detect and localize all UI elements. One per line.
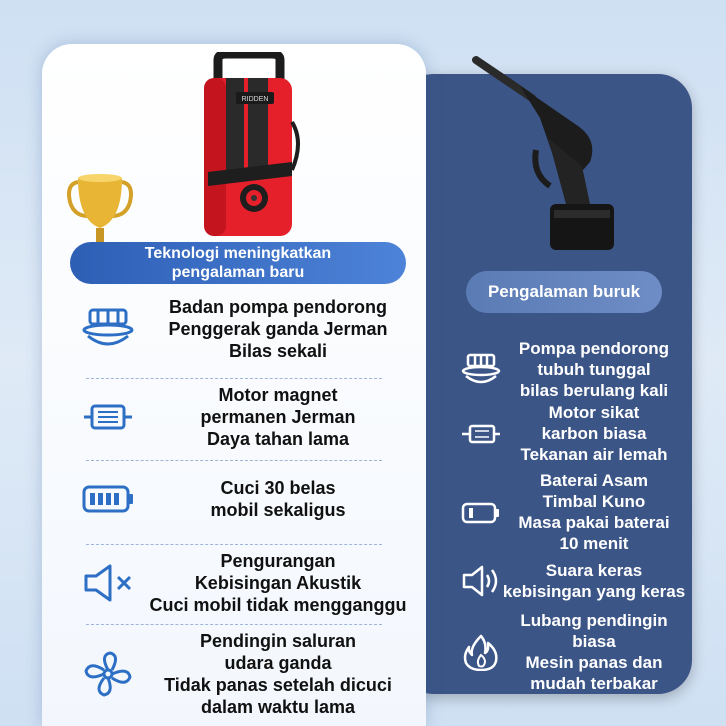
feature-line: Bilas sekali — [228, 341, 328, 361]
feature-line: permanen Jerman — [200, 407, 356, 427]
bad-item-motor — [460, 402, 686, 465]
speaker-loud-icon — [460, 562, 502, 600]
bad-item-noise — [460, 560, 686, 602]
feature-battery — [80, 474, 420, 524]
spray-gun-image — [470, 54, 620, 258]
feature-line: mobil sekaligus — [210, 500, 346, 520]
bad-line: Mesin panas dan — [525, 653, 663, 672]
bad-line: Tekanan air lemah — [520, 445, 668, 464]
pressure-washer-image — [196, 52, 300, 238]
feature-line: Cuci mobil tidak mengganggu — [149, 595, 407, 615]
feature-line: Pengurangan — [220, 551, 336, 571]
speaker-mute-icon — [80, 558, 136, 608]
bad-line: mudah terbakar — [530, 674, 658, 693]
bad-line: Pompa pendorong — [518, 339, 670, 358]
bad-line: kebisingan yang keras — [502, 582, 686, 601]
feature-line: Pendingin saluran — [199, 631, 357, 651]
divider — [86, 460, 382, 461]
feature-line: Motor magnet — [218, 385, 338, 405]
bad-line: Timbal Kuno — [542, 492, 646, 511]
feature-line: Kebisingan Akustik — [194, 573, 362, 593]
feature-line: udara ganda — [224, 653, 332, 673]
bad-line: Masa pakai baterai — [518, 513, 670, 532]
bad-line: Suara keras — [545, 561, 643, 580]
banner-line-1: Teknologi meningkatkan — [144, 245, 332, 262]
bad-line: Baterai Asam — [539, 471, 649, 490]
feature-motor — [80, 384, 420, 450]
technology-banner — [70, 242, 406, 284]
bad-line: tubuh tunggal — [537, 360, 651, 379]
banner-line-2: pengalaman baru — [171, 264, 305, 281]
feature-line: Tidak panas setelah dicuci — [164, 675, 392, 695]
bad-line: Motor sikat — [548, 403, 640, 422]
pump-core-icon — [460, 351, 502, 389]
pump-brand-label: RIDDEN — [241, 96, 269, 103]
feature-line: Penggerak ganda Jerman — [168, 319, 388, 339]
bad-line: karbon biasa — [541, 424, 647, 443]
divider — [86, 544, 382, 545]
bad-line: biasa — [572, 632, 616, 651]
bad-item-pump — [460, 338, 686, 401]
divider — [86, 378, 382, 379]
feature-line: Daya tahan lama — [206, 429, 350, 449]
fan-icon — [80, 649, 136, 699]
feature-cooling — [80, 630, 420, 718]
battery-icon — [80, 474, 136, 524]
motor-icon — [460, 415, 502, 453]
bad-item-cooling — [460, 610, 686, 694]
divider — [86, 624, 382, 625]
feature-pump-body — [80, 296, 420, 362]
motor-icon — [80, 392, 136, 442]
flame-icon — [460, 633, 502, 671]
bad-line: 10 menit — [559, 534, 629, 553]
bad-line: Lubang pendingin — [520, 611, 668, 630]
bad-line: bilas berulang kali — [519, 381, 669, 400]
bad-item-battery — [460, 470, 686, 554]
pump-core-icon — [80, 304, 136, 354]
bad-experience-badge: Pengalaman buruk — [466, 271, 662, 313]
feature-line: Cuci 30 belas — [220, 478, 336, 498]
battery-low-icon — [460, 493, 502, 531]
feature-noise — [80, 550, 420, 616]
feature-line: Badan pompa pendorong — [169, 297, 387, 317]
feature-line: dalam waktu lama — [200, 697, 356, 717]
